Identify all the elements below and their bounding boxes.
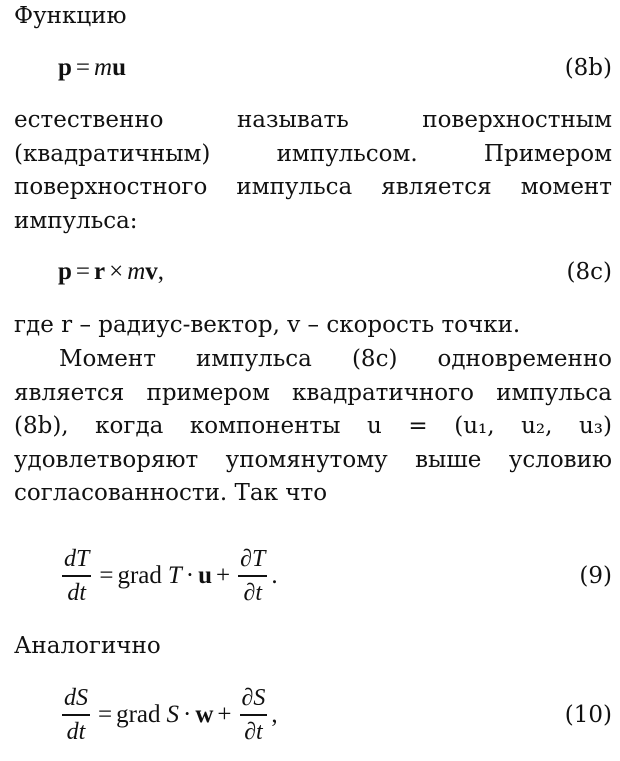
equation-8c	[58, 252, 612, 292]
equation-8b	[58, 48, 612, 88]
definition-line: где r – радиус-вектор, v – скорость точки.	[14, 312, 521, 338]
equation-10-S: S	[166, 700, 180, 728]
equation-8b-body	[58, 54, 126, 82]
equation-10-w: w	[195, 700, 214, 728]
analogously-line: Аналогично	[14, 633, 161, 659]
equation-8b-rhs: u	[112, 54, 126, 81]
equation-8b-number: (8b)	[564, 55, 612, 81]
equation-8b-equals: =	[75, 54, 91, 81]
equation-9-plus: +	[216, 561, 231, 589]
fraction-dS-dt-denominator: dt	[66, 718, 86, 745]
equation-8c-mass: m	[127, 258, 146, 285]
equation-9-dot: ·	[185, 561, 195, 589]
equation-9-number: (9)	[579, 563, 612, 589]
paragraph-2: Момент импульса (8c) одновременно является примером квадратичного импульса (8b), когда компоненты u = (u₁, u₂, u₃) удовлетворяют упомянутому выше условию согласованности. Так что	[14, 346, 612, 506]
equation-8c-equals: =	[75, 258, 91, 285]
equation-9-equals: =	[99, 561, 114, 589]
equation-10-body	[58, 686, 278, 743]
equation-8c-r: r	[94, 258, 106, 285]
equation-10-plus: +	[217, 700, 232, 728]
intro-line: Функцию	[14, 3, 127, 29]
equation-9	[58, 530, 612, 622]
equation-9-T: T	[167, 561, 182, 589]
equation-10-number: (10)	[564, 702, 612, 728]
fraction-partialS-partialt-bar	[240, 714, 268, 715]
equation-10-equals: =	[98, 700, 113, 728]
fraction-partialS-partialt-denominator: ∂t	[244, 718, 263, 745]
equation-10-dot: ·	[183, 700, 192, 728]
paragraph-1: естественно называть поверхностным (квадратичным) импульсом. Примером поверхностного импульса является момент импульса:	[14, 107, 612, 234]
equation-9-grad: grad	[117, 561, 162, 589]
equation-8c-v: v	[145, 258, 158, 285]
fraction-partialS-partialt	[240, 686, 268, 743]
fraction-partialT-partialt-bar	[238, 575, 267, 576]
fraction-partialS-partialt-numerator: ∂S	[241, 685, 266, 712]
equation-9-tail: .	[271, 561, 278, 589]
equation-10-tail: ,	[271, 700, 278, 728]
equation-8c-number: (8c)	[566, 259, 612, 285]
equation-8c-body	[58, 258, 164, 286]
fraction-partialT-partialt-denominator: ∂t	[243, 579, 263, 606]
fraction-dS-dt-bar	[62, 714, 90, 715]
fraction-dT-dt-numerator: dT	[64, 546, 90, 573]
equation-8b-lhs: p	[58, 54, 72, 81]
equation-9-u: u	[198, 561, 213, 589]
fraction-dS-dt	[62, 686, 90, 743]
equation-8b-mass: m	[94, 54, 113, 81]
equation-8c-times: ×	[109, 258, 124, 285]
fraction-partialT-partialt	[238, 547, 267, 604]
fraction-dT-dt-bar	[62, 575, 91, 576]
equation-10-grad: grad	[116, 700, 161, 728]
equation-10	[58, 669, 612, 761]
equation-9-body	[58, 547, 278, 604]
fraction-dT-dt-denominator: dt	[67, 579, 87, 606]
equation-8c-lhs: p	[58, 258, 72, 285]
fraction-dS-dt-numerator: dS	[64, 685, 88, 712]
fraction-dT-dt	[62, 547, 91, 604]
equation-8c-tail: ,	[157, 258, 165, 285]
fraction-partialT-partialt-numerator: ∂T	[240, 546, 266, 573]
